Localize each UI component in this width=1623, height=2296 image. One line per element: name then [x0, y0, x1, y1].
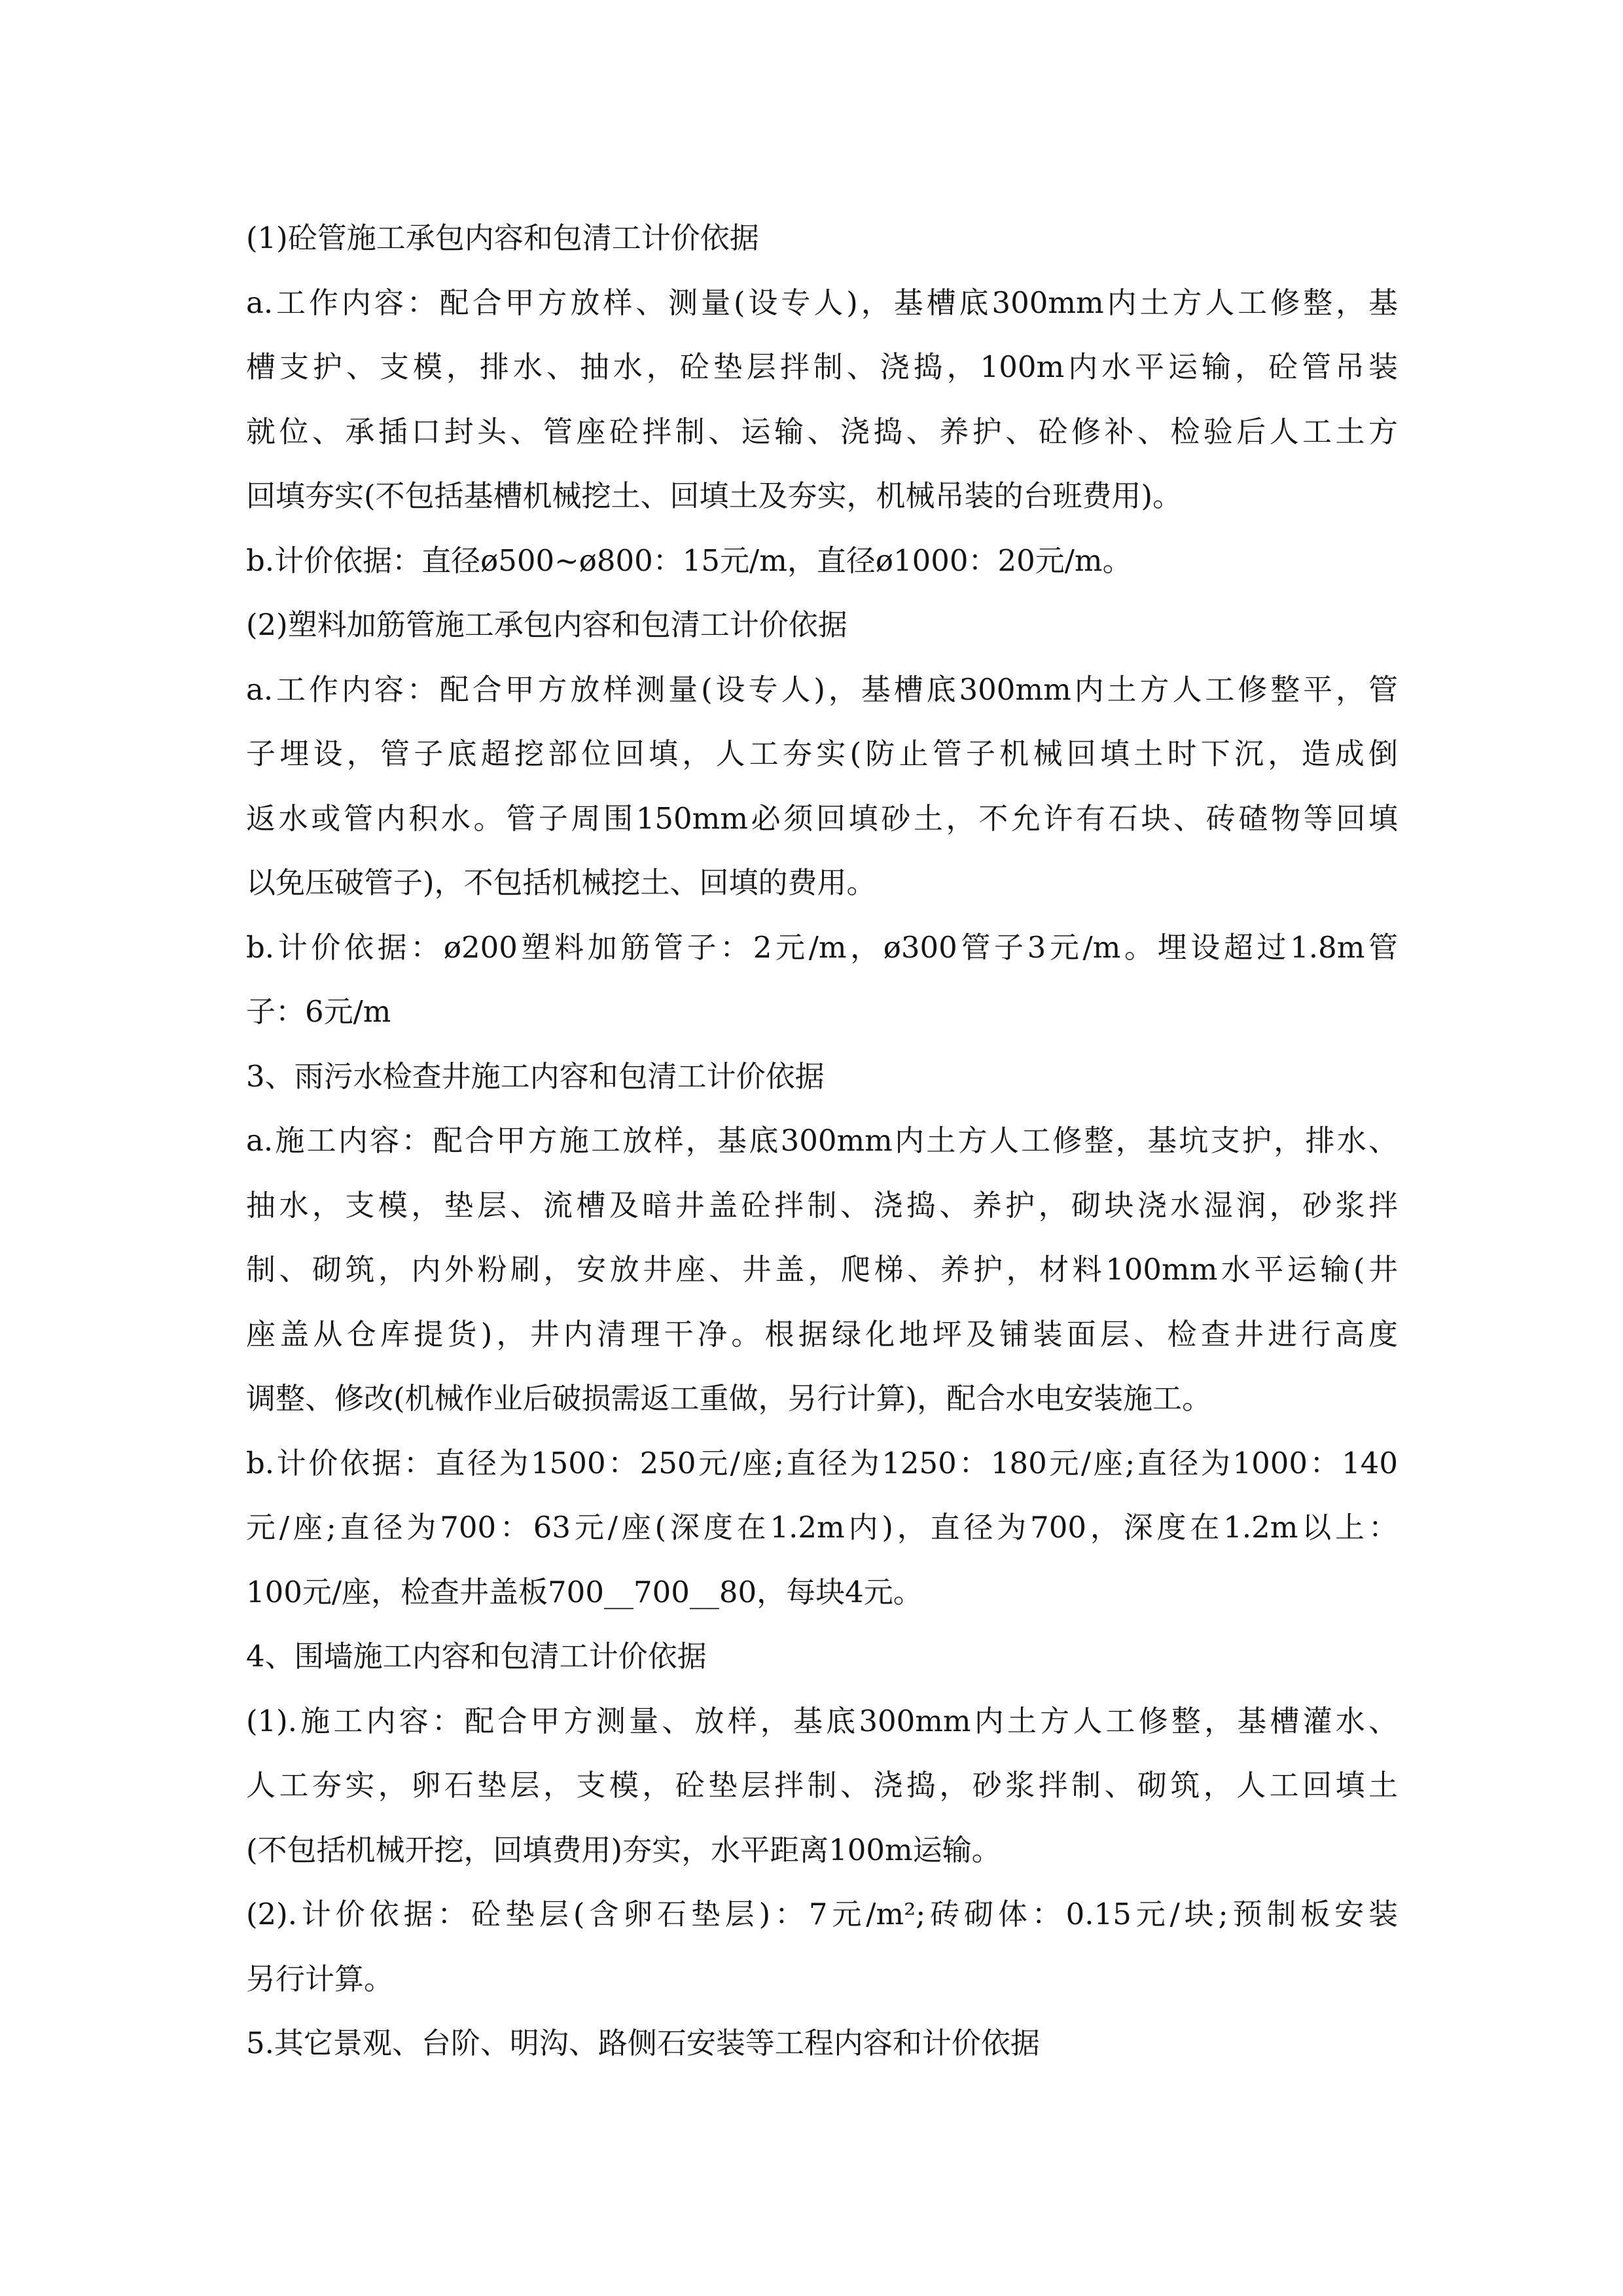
document-body [246, 206, 1398, 2076]
text-line: 制、砌筑，内外粉刷，安放井座、井盖，爬梯、养护，材料100mm水平运输(井 [246, 1252, 1398, 1287]
text-line: (2)塑料加筋管施工承包内容和包清工计价依据 [246, 607, 847, 642]
text-line: a.工作内容：配合甲方放样、测量(设专人)，基槽底300mm内土方人工修整，基 [246, 285, 1398, 320]
text-line: (1)砼管施工承包内容和包清工计价依据 [246, 221, 759, 255]
text-line: b.计价依据：直径ø500~ø800：15元/m，直径ø1000：20元/m。 [246, 543, 1132, 578]
text-line: 100元/座，检查井盖板700__700__80，每块4元。 [246, 1574, 923, 1609]
text-line: 抽水，支模，垫层、流槽及暗井盖砼拌制、浇捣、养护，砌块浇水湿润，砂浆拌 [246, 1187, 1398, 1223]
text-line: a.施工内容：配合甲方施工放样，基底300mm内土方人工修整，基坑支护，排水、 [246, 1123, 1398, 1158]
text-line: 回填夯实(不包括基槽机械挖土、回填土及夯实，机械吊装的台班费用)。 [246, 478, 1183, 513]
text-line: 另行计算。 [246, 1961, 394, 1996]
text-line: 槽支护、支模，排水、抽水，砼垫层拌制、浇捣，100m内水平运输，砼管吊装 [246, 350, 1398, 384]
text-line: (不包括机械开挖，回填费用)夯实，水平距离100m运输。 [246, 1832, 1001, 1867]
text-line: 就位、承插口封头、管座砼拌制、运输、浇捣、养护、砼修补、检验后人工土方 [246, 414, 1398, 449]
text-line: a.工作内容：配合甲方放样测量(设专人)，基槽底300mm内土方人工修整平，管 [246, 672, 1398, 707]
text-line: 5.其它景观、台阶、明沟、路侧石安装等工程内容和计价依据 [246, 2026, 1040, 2060]
text-line: 座盖从仓库提货)，井内清理干净。根据绿化地坪及铺装面层、检查井进行高度 [246, 1316, 1398, 1352]
text-line: 3、雨污水检查井施工内容和包清工计价依据 [246, 1058, 825, 1094]
text-line: 子埋设，管子底超挖部位回填，人工夯实(防止管子机械回填土时下沉，造成倒 [246, 736, 1398, 771]
text-line: b.计价依据：ø200塑料加筋管子：2元/m，ø300管子3元/m。埋设超过1.8m管 [246, 929, 1398, 965]
text-line: 元/座;直径为700：63元/座(深度在1.2m内)，直径为700，深度在1.2m以上： [246, 1510, 1398, 1545]
text-line: (2).计价依据：砼垫层(含卵石垫层)：7元/m²;砖砌体：0.15元/块;预制板安装 [246, 1897, 1398, 1931]
text-line: 以免压破管子)，不包括机械挖土、回填的费用。 [246, 865, 876, 900]
text-line: (1).施工内容：配合甲方测量、放样，基底300mm内土方人工修整，基槽灌水、 [246, 1703, 1398, 1738]
text-line: 4、围墙施工内容和包清工计价依据 [246, 1639, 707, 1674]
text-line: 子：6元/m [246, 994, 391, 1029]
text-line: 返水或管内积水。管子周围150mm必须回填砂土，不允许有石块、砖碴物等回填 [246, 800, 1398, 836]
text-line: b.计价依据：直径为1500：250元/座;直径为1250：180元/座;直径为1000：140 [246, 1445, 1398, 1480]
text-line: 人工夯实，卵石垫层，支模，砼垫层拌制、浇捣，砂浆拌制、砌筑，人工回填土 [246, 1768, 1398, 1803]
text-line: 调整、修改(机械作业后破损需返工重做，另行计算)，配合水电安装施工。 [246, 1381, 1212, 1416]
